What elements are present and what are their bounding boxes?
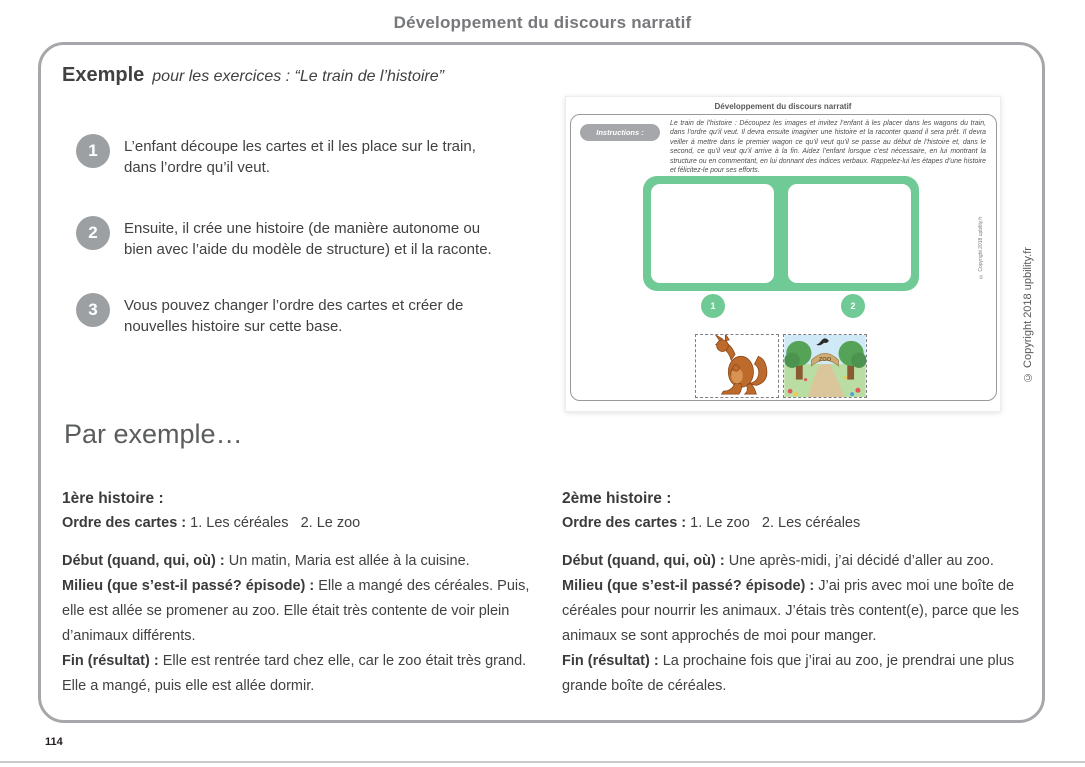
- story-fin: Fin (résultat) : Elle est rentrée tard chez elle, car le zoo était très grand. Elle a mangé, puis elle est allée dormir.: [62, 653, 531, 694]
- page-number: 114: [45, 736, 63, 748]
- step-text: Vous pouvez changer l’ordre des cartes et créer de nouvelles histoire sur cette base.: [124, 297, 464, 335]
- step-text: L’enfant découpe les cartes et il les place sur le train, dans l’ordre qu’il veut.: [124, 138, 476, 176]
- worksheet-title: Développement du discours narratif: [714, 102, 852, 111]
- example-heading-row: [62, 64, 444, 87]
- step-number-badge: 1: [76, 134, 110, 168]
- par-exemple-heading: Par exemple…: [64, 419, 243, 449]
- step-item-3: [76, 293, 496, 337]
- step-item-2: [76, 216, 496, 260]
- step-number-badge: 3: [76, 293, 110, 327]
- svg-text:ZOO: ZOO: [818, 357, 832, 364]
- step-number-badge: 2: [76, 216, 110, 250]
- instructions-text: Le train de l’histoire : Découpez les images et invitez l’enfant à les placer dans les wagons du train, dans l’ordre qu’il veut. Il devra ensuite imaginer une histoire et la raconter quand il sera prêt. Il devra veiller à mettre dans le premier wagon ce qu’il veut qu’il se passe au début de l’histoire et, dans le second, ce qu’il veut qu’il arrive à la fin. Aidez l’enfant lorsque c’est nécessaire, en lui montrant la structure ou en commentant, en lui donnant des indices verbaux. Rappelez-lui les étapes d’une histoire et félicitez-le pour ses efforts.: [670, 120, 986, 175]
- picture-card-zoo: [783, 334, 867, 398]
- story-milieu: Milieu (que s’est-il passé? épisode) : Elle a mangé des céréales. Puis, elle est allée se promener au zoo. Elle était très contente de voir plein d’animaux différents.: [62, 578, 534, 644]
- story-title: 1ère histoire :: [62, 490, 164, 507]
- train-wagon-2: [788, 184, 911, 283]
- story-card-order: Ordre des cartes : 1. Les céréales 2. Le zoo: [62, 515, 361, 531]
- story-debut: Début (quand, qui, où) : Une après-midi, j’ai décidé d’aller au zoo.: [562, 553, 994, 569]
- kangaroo-icon: [696, 335, 778, 397]
- page-title: Développement du discours narratif: [393, 13, 692, 32]
- story-example-2: [562, 487, 1036, 699]
- wagon-wheel-1: 1: [701, 294, 725, 318]
- story-train: [643, 176, 919, 291]
- step-item-1: [76, 134, 496, 178]
- zoo-entrance-icon: [784, 335, 866, 397]
- step-text: Ensuite, il crée une histoire (de manière autonome ou bien avec l’aide du modèle de structure) et il la raconte.: [124, 220, 492, 258]
- picture-card-kangaroo: [695, 334, 779, 398]
- copyright-vertical: © Copyright 2018 upbility.fr: [1022, 247, 1034, 383]
- story-milieu: Milieu (que s’est-il passé? épisode) : J’ai pris avec moi une boîte de céréales pour nourrir les animaux. J’étais très content(e), parce que les animaux se sont approchés de moi pour manger.: [562, 578, 1024, 644]
- example-subtitle: pour les exercices : “Le train de l’histoire”: [152, 68, 444, 85]
- footer-divider: [0, 761, 1085, 763]
- train-wagon-1: [651, 184, 774, 283]
- wagon-wheel-2: 2: [841, 294, 865, 318]
- instructions-pill: Instructions :: [580, 124, 660, 141]
- story-debut: Début (quand, qui, où) : Un matin, Maria est allée à la cuisine.: [62, 553, 470, 569]
- worksheet-copyright-vertical: © Copyright 2018 upbility.fr: [978, 216, 984, 280]
- story-fin: Fin (résultat) : La prochaine fois que j’irai au zoo, je prendrai une plus grande boîte de céréales.: [562, 653, 1019, 694]
- story-title: 2ème histoire :: [562, 490, 672, 507]
- story-card-order: Ordre des cartes : 1. Le zoo 2. Les céréales: [562, 515, 861, 531]
- story-example-1: [62, 487, 532, 699]
- worksheet-thumbnail: [565, 96, 1001, 412]
- example-heading: Exemple: [62, 64, 145, 86]
